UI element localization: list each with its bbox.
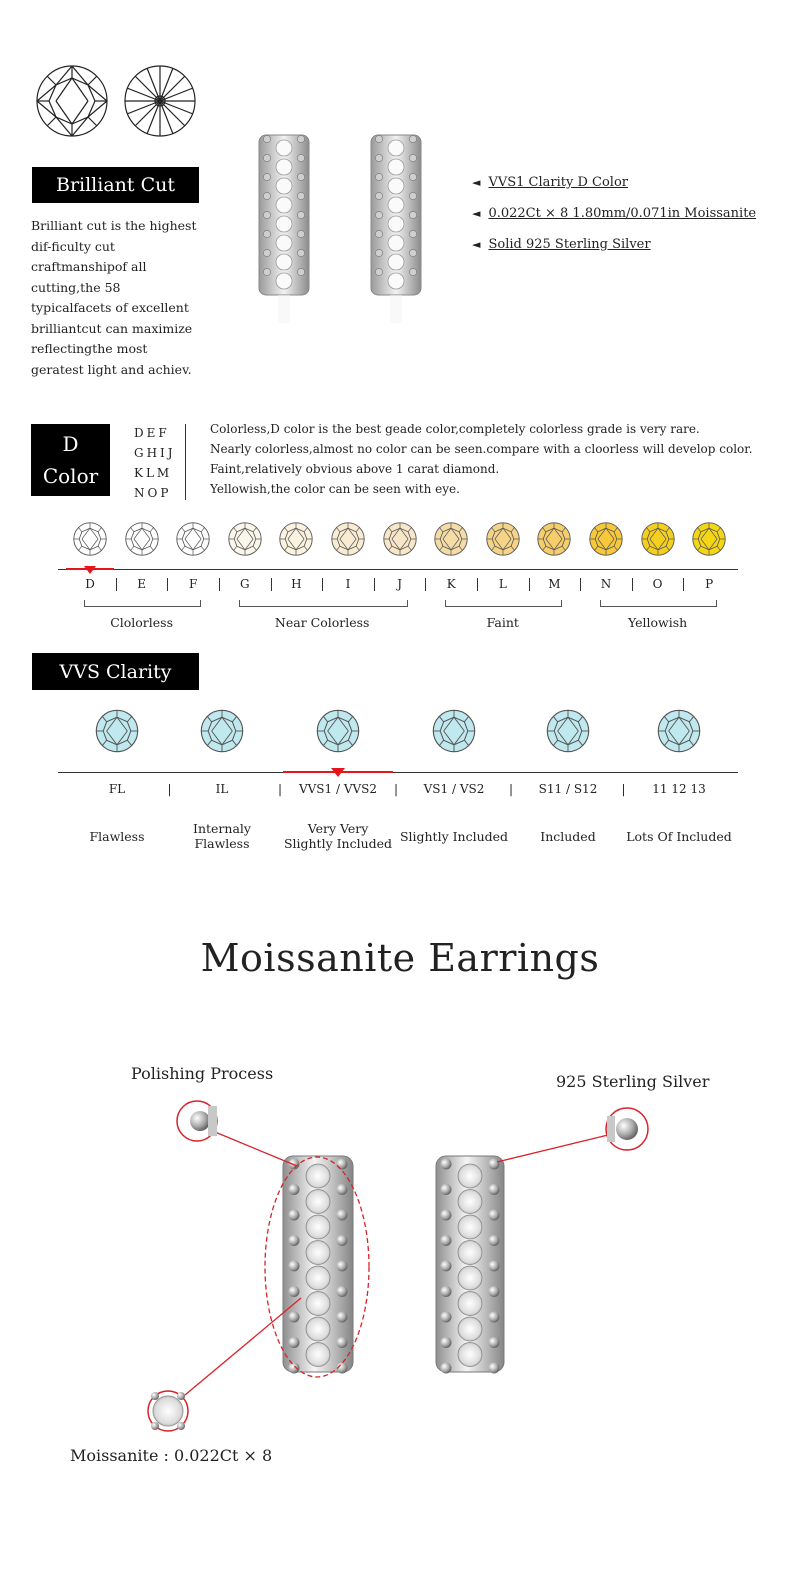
brilliant-cut-diagram-top [34,64,110,138]
scale-separator [632,578,633,591]
clarity-title: VVS Clarity [32,653,199,690]
color-gem-icon [485,521,521,561]
brilliant-cut-title: Brilliant Cut [32,167,199,203]
clarity-description-line: Flawless [194,836,250,851]
clarity-gem-icon [431,708,477,758]
spec-item: ◄ Solid 925 Sterling Silver [472,237,651,252]
spec-list [472,174,792,254]
scale-separator [219,578,220,591]
color-scale [0,515,800,640]
color-grade-letter: F [189,577,198,591]
scale-separator [116,578,117,591]
clarity-description [157,821,287,851]
clarity-scale-axis [58,772,738,773]
color-grade-letter: H [291,577,302,591]
clarity-grade: 11 12 13 [652,782,706,796]
product-diagram [0,1090,800,1440]
clarity-gem-icon [545,708,591,758]
color-group-label: Faint [486,615,519,630]
clarity-description [273,821,403,851]
scale-separator [529,578,530,591]
scale-separator [477,578,478,591]
heart-marker-icon [84,566,96,574]
group-bracket [84,600,201,607]
color-gem-icon [691,521,727,561]
color-gem-icon [175,521,211,561]
scale-separator [322,578,323,591]
color-grade-row: GHIJ Nearly colorless,almost no color can be seen.compare with a cloorless will develop color. [134,442,753,460]
triangle-left-icon: ◄ [472,207,481,220]
group-bracket [600,600,717,607]
callout-polishing-label: Polishing Process [131,1064,274,1083]
color-grade-letter: E [137,577,146,591]
scale-separator [683,578,684,591]
clarity-grade: VS1 / VS2 [423,782,485,796]
clarity-grade: IL [215,782,229,796]
clarity-separator: | [393,782,399,796]
color-gem-icon [433,521,469,561]
callout-stone-label: Moissanite : 0.022Ct × 8 [70,1446,273,1465]
color-gem-icon [227,521,263,561]
color-scale-axis [58,569,738,570]
clarity-grade: FL [108,782,126,796]
clarity-scale [0,705,800,865]
color-group-label: Yellowish [627,615,688,630]
clarity-description [389,829,519,844]
earring-large-left [283,1156,353,1374]
heart-marker-icon [331,768,345,777]
brilliant-cut-diagram-bottom [122,64,198,138]
color-grade-row: DEF Colorless,D color is the best geade color,completely colorless grade is very rare. [134,422,700,440]
spec-item: ◄ VVS1 Clarity D Color [472,175,629,190]
clarity-gem-icon [315,708,361,758]
earring-large-right [436,1156,504,1374]
group-bracket [239,600,408,607]
color-group-label: Clolorless [110,615,173,630]
color-grade-letter: J [397,577,402,591]
color-grade-letter: G [240,577,250,591]
color-gem-icon [640,521,676,561]
clarity-separator: | [167,782,172,796]
clarity-description-line: Included [540,829,596,844]
color-grade-row: NOP Yellowish,the color can be seen with eye. [134,482,460,500]
clarity-description-line: Internaly [193,821,251,836]
callout-silver-label: 925 Sterling Silver [556,1072,710,1091]
color-group-label: Near Colorless [274,615,370,630]
brilliant-cut-description: Brilliant cut is the highest dif-ficulty cut craftmanshipof all cutting,the 58 typicalfacets of excellent brilliantcut can maximize reflectingthe most geratest light and achiev. [31,218,197,377]
clarity-description-line: Flawless [89,829,145,844]
color-gem-icon [588,521,624,561]
color-grade-letter: I [345,577,351,591]
color-grade-letter: P [705,577,714,591]
clarity-grade: S11 / S12 [538,782,598,796]
color-grade-letter: M [548,577,561,591]
scale-separator [580,578,581,591]
clarity-gem-icon [656,708,702,758]
color-gem-icon [278,521,314,561]
color-grade-letter: N [600,577,612,591]
d-color-badge: D Color [31,424,110,496]
color-grade-letter: K [446,577,456,591]
color-grade-letter: D [85,577,95,591]
scale-separator [167,578,168,591]
color-gem-icon [330,521,366,561]
clarity-description-line: Slightly Included [283,836,393,851]
scale-separator [374,578,375,591]
triangle-left-icon: ◄ [472,238,481,251]
earring-left-image [256,132,312,328]
color-gem-icon [124,521,160,561]
clarity-description [614,829,744,844]
color-grade-row: KLM Faint,relatively obvious above 1 carat diamond. [134,462,500,480]
clarity-description-line: Very Very [307,821,369,836]
group-bracket [445,600,562,607]
color-gem-icon [382,521,418,561]
clarity-gem-icon [94,708,140,758]
earring-right-image [368,132,424,328]
clarity-description-line: Slightly Included [399,829,509,844]
color-grade-letter: L [498,577,507,591]
polishing-detail-circle [177,1101,217,1141]
clarity-gem-icon [199,708,245,758]
triangle-left-icon: ◄ [472,176,481,189]
product-title: Moissanite Earrings [200,936,600,980]
color-grade-letter: O [652,577,663,591]
clarity-separator: | [277,782,283,796]
stone-detail-circle [148,1391,188,1431]
color-gem-icon [72,521,108,561]
clarity-description-line: Lots Of Included [626,829,732,844]
clarity-separator: | [508,782,514,796]
spec-item: ◄ 0.022Ct × 8 1.80mm/0.071in Moissanite [472,206,757,221]
clarity-separator: | [621,782,626,796]
color-gem-icon [536,521,572,561]
scale-separator [271,578,272,591]
silver-detail-circle [606,1108,648,1150]
clarity-grade: VVS1 / VVS2 [298,782,378,796]
scale-separator [425,578,426,591]
